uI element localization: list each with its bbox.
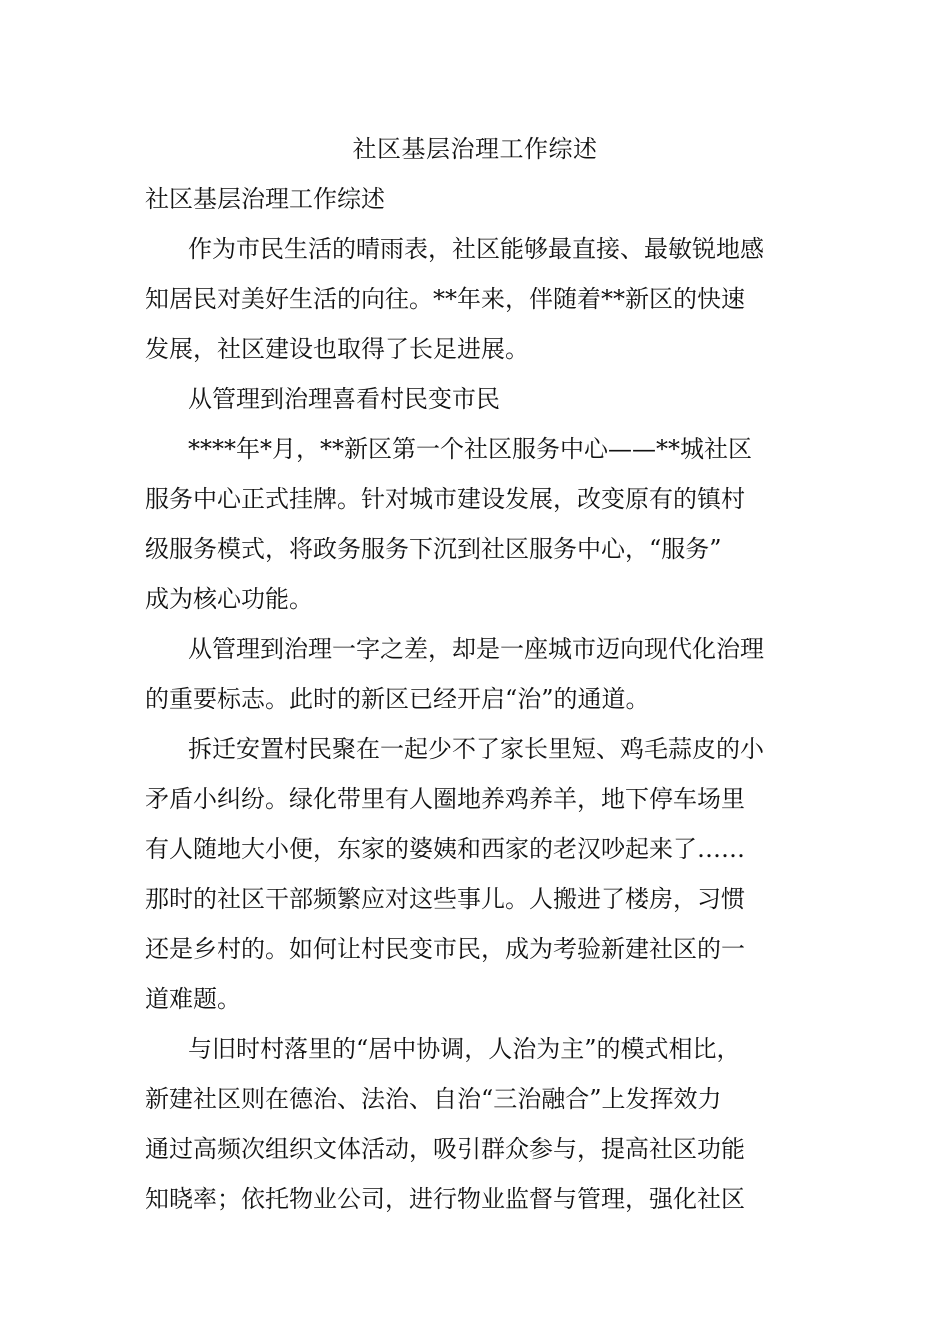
paragraph-line: 级服务模式，将政务服务下沉到社区服务中心，“服务” [145, 535, 722, 563]
paragraph-line: 成为核心功能。 [145, 585, 313, 613]
paragraph-line: 从管理到治理一字之差，却是一座城市迈向现代化治理 [188, 635, 764, 663]
paragraph-line: 通过高频次组织文体活动，吸引群众参与，提高社区功能 [145, 1135, 745, 1163]
paragraph-line: 拆迁安置村民聚在一起少不了家长里短、鸡毛蒜皮的小 [188, 735, 764, 763]
paragraph-line: 作为市民生活的晴雨表，社区能够最直接、最敏锐地感 [188, 235, 764, 263]
paragraph-line: 知居民对美好生活的向往。**年来，伴随着**新区的快速 [145, 285, 745, 313]
paragraph-line: 与旧时村落里的“居中协调，人治为主”的模式相比， [188, 1035, 741, 1063]
paragraph-line: 道难题。 [145, 985, 241, 1013]
paragraph-line: 新建社区则在德治、法治、自治“三治融合”上发挥效力 [145, 1085, 722, 1113]
document-title: 社区基层治理工作综述 [352, 135, 598, 163]
paragraph-line: 那时的社区干部频繁应对这些事儿。人搬进了楼房，习惯 [145, 885, 745, 913]
document-subtitle: 社区基层治理工作综述 [145, 185, 385, 213]
paragraph-line: 的重要标志。此时的新区已经开启“治”的通道。 [145, 685, 650, 713]
paragraph-line: 发展，社区建设也取得了长足进展。 [145, 335, 529, 363]
section-heading: 从管理到治理喜看村民变市民 [188, 385, 500, 413]
paragraph-line: 知晓率；依托物业公司，进行物业监督与管理，强化社区 [145, 1185, 745, 1213]
paragraph-line: 有人随地大小便，东家的婆姨和西家的老汉吵起来了…… [145, 835, 745, 863]
paragraph-line: 还是乡村的。如何让村民变市民，成为考验新建社区的一 [145, 935, 745, 963]
paragraph-line: ****年*月，**新区第一个社区服务中心——**城社区 [188, 435, 752, 463]
paragraph-line: 服务中心正式挂牌。针对城市建设发展，改变原有的镇村 [145, 485, 745, 513]
paragraph-line: 矛盾小纠纷。绿化带里有人圈地养鸡养羊，地下停车场里 [145, 785, 745, 813]
